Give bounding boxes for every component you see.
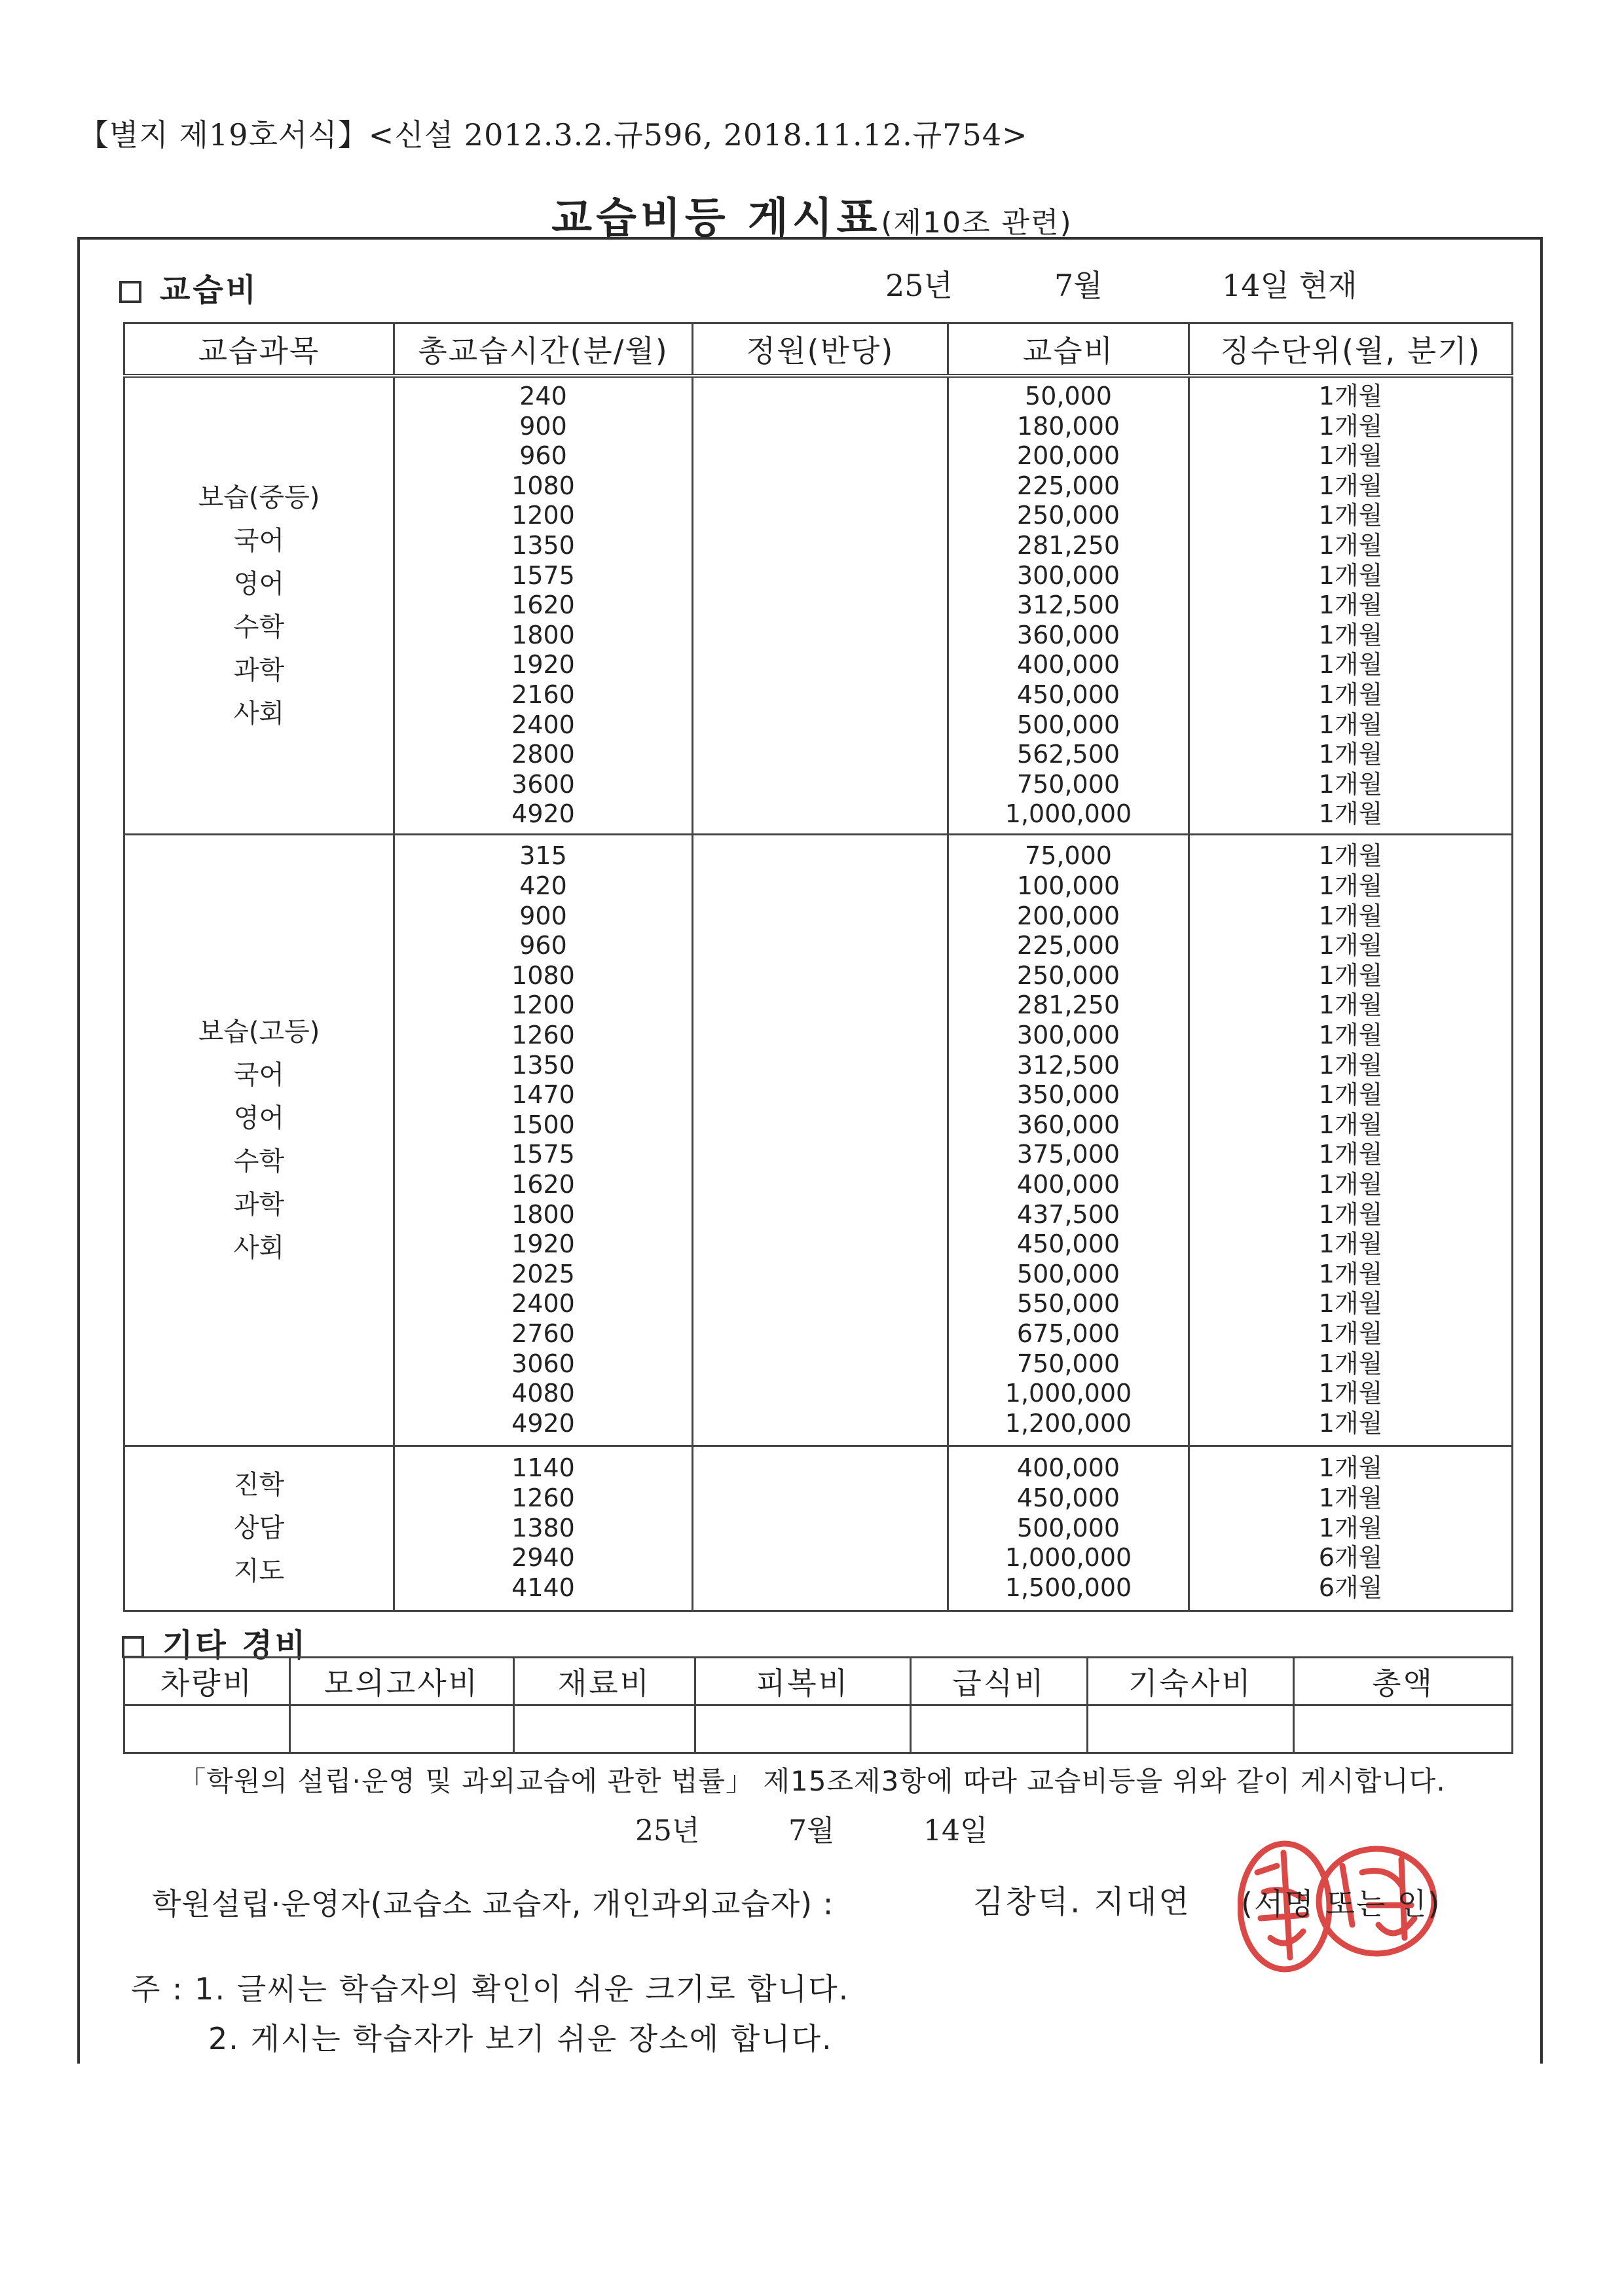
header-mock-exam-fee: 모의고사비 <box>290 1658 514 1705</box>
fee-value: 100,000 <box>1016 871 1120 901</box>
fee-value: 1,000,000 <box>1005 799 1132 829</box>
header-subject: 교습과목 <box>124 323 394 376</box>
group-units <box>1189 834 1513 1446</box>
header-vehicle-fee: 차량비 <box>124 1658 290 1705</box>
subject-name: 영어 <box>233 568 285 599</box>
fee-value: 360,000 <box>1016 1110 1120 1139</box>
hours-value: 2400 <box>511 710 575 739</box>
fee-value: 1,500,000 <box>1005 1573 1132 1602</box>
group-subjects <box>124 376 394 834</box>
hours-value: 2400 <box>511 1289 575 1319</box>
unit-value: 1개월 <box>1318 411 1383 441</box>
unit-value: 1개월 <box>1318 1080 1383 1110</box>
fee-value: 250,000 <box>1016 501 1120 530</box>
statement-date-day: 14일 <box>923 1814 988 1848</box>
hours-value: 1080 <box>511 471 575 500</box>
subject-name: 사회 <box>233 698 285 729</box>
subject-name: 수학 <box>233 1146 285 1177</box>
unit-value: 1개월 <box>1318 1484 1383 1513</box>
unit-value: 1개월 <box>1318 591 1383 620</box>
unit-value: 1개월 <box>1318 901 1383 930</box>
hours-value: 1080 <box>511 960 575 990</box>
unit-value: 1개월 <box>1318 560 1383 590</box>
fee-group-high-school <box>124 834 1513 1446</box>
current-date-day: 14일 현재 <box>1222 268 1357 303</box>
fee-value: 250,000 <box>1016 960 1120 990</box>
fee-value: 225,000 <box>1016 931 1120 960</box>
fee-value: 750,000 <box>1016 769 1120 799</box>
fee-value: 1,200,000 <box>1005 1408 1132 1438</box>
fee-value: 500,000 <box>1016 1259 1120 1288</box>
group-fees <box>948 376 1189 834</box>
fee-value: 300,000 <box>1016 560 1120 590</box>
fee-value: 200,000 <box>1016 441 1120 471</box>
hours-value: 4140 <box>511 1573 575 1602</box>
fee-value: 437,500 <box>1016 1199 1120 1229</box>
unit-value: 1개월 <box>1318 960 1383 990</box>
tuition-fee-table <box>123 322 1513 1612</box>
checkbox-square-icon <box>119 281 141 303</box>
group-fees <box>948 834 1189 1446</box>
hours-value: 2160 <box>511 680 575 709</box>
unit-value: 1개월 <box>1318 1110 1383 1139</box>
hours-value: 3600 <box>511 769 575 799</box>
subject-name: 보습(고등) <box>198 1017 320 1048</box>
hours-value: 2800 <box>511 740 575 769</box>
header-dormitory-fee: 기숙사비 <box>1088 1658 1294 1705</box>
fee-value: 312,500 <box>1016 591 1120 620</box>
other-expenses-header-row <box>124 1658 1513 1705</box>
unit-value: 1개월 <box>1318 530 1383 560</box>
group-capacity <box>693 1446 948 1611</box>
unit-value: 1개월 <box>1318 1021 1383 1050</box>
hours-value: 4920 <box>511 1408 575 1438</box>
hours-value: 1920 <box>511 1230 575 1259</box>
unit-value: 1개월 <box>1318 1349 1383 1378</box>
hours-value: 4080 <box>511 1379 575 1408</box>
hours-value: 2940 <box>511 1543 575 1573</box>
unit-value: 1개월 <box>1318 710 1383 739</box>
vehicle-fee-value <box>124 1705 290 1753</box>
header-collection-unit: 징수단위(월, 분기) <box>1189 323 1513 376</box>
hours-value: 1140 <box>511 1453 575 1483</box>
dormitory-fee-value <box>1088 1705 1294 1753</box>
subject-name: 사회 <box>233 1233 285 1264</box>
unit-value: 1개월 <box>1318 620 1383 649</box>
fee-value: 400,000 <box>1016 650 1120 680</box>
unit-value: 1개월 <box>1318 1408 1383 1438</box>
hours-value: 1470 <box>511 1080 575 1110</box>
fee-value: 550,000 <box>1016 1289 1120 1319</box>
unit-value: 1개월 <box>1318 1140 1383 1169</box>
fee-value: 750,000 <box>1016 1349 1120 1378</box>
hours-value: 1380 <box>511 1513 575 1542</box>
form-number-note: 【별지 제19호서식】<신설 2012.3.2.규596, 2018.11.12.규754> <box>79 117 1028 153</box>
fee-group-middle-school <box>124 376 1513 834</box>
legal-statement: 「학원의 설립·운영 및 과외교습에 관한 법률」 제15조제3항에 따라 교습비등을 위와 같이 게시합니다. <box>178 1765 1446 1797</box>
hours-value: 1800 <box>511 1199 575 1229</box>
fee-value: 450,000 <box>1016 680 1120 709</box>
unit-value: 1개월 <box>1318 799 1383 829</box>
hours-value: 960 <box>519 441 567 471</box>
operator-names: 김창덕. 지대연 <box>973 1884 1191 1920</box>
unit-value: 1개월 <box>1318 841 1383 871</box>
fee-value: 675,000 <box>1016 1319 1120 1348</box>
hours-value: 2760 <box>511 1319 575 1348</box>
group-hours <box>394 1446 693 1611</box>
fee-table-header-row <box>124 323 1513 376</box>
subject-name: 과학 <box>233 1190 285 1220</box>
unit-value: 6개월 <box>1318 1543 1383 1573</box>
subject-name: 국어 <box>233 1060 285 1091</box>
group-capacity <box>693 834 948 1446</box>
fee-value: 360,000 <box>1016 620 1120 649</box>
hours-value: 1920 <box>511 650 575 680</box>
material-fee-value <box>514 1705 695 1753</box>
fee-value: 225,000 <box>1016 471 1120 500</box>
group-hours <box>394 834 693 1446</box>
header-material-fee: 재료비 <box>514 1658 695 1705</box>
subject-name: 영어 <box>233 1103 285 1134</box>
fee-value: 300,000 <box>1016 1021 1120 1050</box>
unit-value: 1개월 <box>1318 1289 1383 1319</box>
group-subjects <box>124 1446 394 1611</box>
header-meal-fee: 급식비 <box>911 1658 1088 1705</box>
signature-label: (서명 또는 인) <box>1241 1886 1441 1922</box>
hours-value: 1800 <box>511 620 575 649</box>
fee-value: 400,000 <box>1016 1170 1120 1199</box>
unit-value: 1개월 <box>1318 1199 1383 1229</box>
subject-name: 과학 <box>233 655 285 685</box>
operator-label: 학원설립·운영자(교습소 교습자, 개인과외교습자) : <box>152 1886 834 1922</box>
subject-name: 지도 <box>233 1556 285 1587</box>
unit-value: 1개월 <box>1318 769 1383 799</box>
hours-value: 315 <box>519 841 567 871</box>
group-hours <box>394 376 693 834</box>
document-title <box>0 185 1624 245</box>
hours-value: 2025 <box>511 1259 575 1288</box>
hours-value: 1575 <box>511 1140 575 1169</box>
hours-value: 420 <box>519 871 567 901</box>
hours-value: 1350 <box>511 1050 575 1080</box>
fee-value: 562,500 <box>1016 740 1120 769</box>
fee-value: 500,000 <box>1016 1513 1120 1542</box>
fee-value: 450,000 <box>1016 1230 1120 1259</box>
header-capacity: 정원(반당) <box>693 323 948 376</box>
group-fees <box>948 1446 1189 1611</box>
header-fee: 교습비 <box>948 323 1189 376</box>
unit-value: 1개월 <box>1318 931 1383 960</box>
subject-name: 상담 <box>233 1513 285 1544</box>
fee-value: 200,000 <box>1016 901 1120 930</box>
subject-name: 국어 <box>233 525 285 556</box>
subject-name: 보습(중등) <box>198 482 320 513</box>
other-expenses-table <box>123 1656 1513 1754</box>
hours-value: 1575 <box>511 560 575 590</box>
fee-value: 1,000,000 <box>1005 1543 1132 1573</box>
fee-value: 312,500 <box>1016 1050 1120 1080</box>
hours-value: 3060 <box>511 1349 575 1378</box>
unit-value: 1개월 <box>1318 1259 1383 1288</box>
group-units <box>1189 376 1513 834</box>
unit-value: 1개월 <box>1318 501 1383 530</box>
group-capacity <box>693 376 948 834</box>
current-date-month: 7월 <box>1054 268 1103 303</box>
mock-exam-fee-value <box>290 1705 514 1753</box>
unit-value: 1개월 <box>1318 1170 1383 1199</box>
unit-value: 6개월 <box>1318 1573 1383 1602</box>
fee-value: 500,000 <box>1016 710 1120 739</box>
group-units <box>1189 1446 1513 1611</box>
hours-value: 1620 <box>511 591 575 620</box>
group-subjects <box>124 834 394 1446</box>
subject-name: 진학 <box>233 1470 285 1501</box>
tuition-section-heading <box>119 264 259 310</box>
unit-value: 1개월 <box>1318 1319 1383 1348</box>
unit-value: 1개월 <box>1318 1050 1383 1080</box>
current-date-year: 25년 <box>885 268 953 303</box>
unit-value: 1개월 <box>1318 871 1383 901</box>
hours-value: 900 <box>519 901 567 930</box>
unit-value: 1개월 <box>1318 680 1383 709</box>
hours-value: 1200 <box>511 991 575 1020</box>
fee-value: 375,000 <box>1016 1140 1120 1169</box>
total-value <box>1294 1705 1513 1753</box>
unit-value: 1개월 <box>1318 382 1383 410</box>
fee-value: 75,000 <box>1025 841 1112 871</box>
hours-value: 1260 <box>511 1021 575 1050</box>
hours-value: 960 <box>519 931 567 960</box>
unit-value: 1개월 <box>1318 740 1383 769</box>
checkbox-square-icon <box>122 1636 144 1658</box>
unit-value: 1개월 <box>1318 1453 1383 1483</box>
fee-value: 400,000 <box>1016 1453 1120 1483</box>
header-total: 총액 <box>1294 1658 1513 1705</box>
unit-value: 1개월 <box>1318 1379 1383 1408</box>
header-uniform-fee: 피복비 <box>695 1658 911 1705</box>
other-expenses-value-row <box>124 1705 1513 1753</box>
hours-value: 1260 <box>511 1484 575 1513</box>
note-line-2: 2. 게시는 학습자가 보기 쉬운 장소에 합니다. <box>208 2021 833 2056</box>
unit-value: 1개월 <box>1318 1513 1383 1542</box>
meal-fee-value <box>911 1705 1088 1753</box>
unit-value: 1개월 <box>1318 441 1383 471</box>
other-heading-text: 기타 경비 <box>162 1627 308 1664</box>
hours-value: 1350 <box>511 530 575 560</box>
hours-value: 1620 <box>511 1170 575 1199</box>
title-sub: (제10조 관련) <box>881 206 1073 240</box>
statement-date-year: 25년 <box>635 1814 700 1848</box>
hours-value: 4920 <box>511 799 575 829</box>
unit-value: 1개월 <box>1318 1230 1383 1259</box>
fee-value: 180,000 <box>1016 411 1120 441</box>
hours-value: 1500 <box>511 1110 575 1139</box>
fee-value: 281,250 <box>1016 530 1120 560</box>
unit-value: 1개월 <box>1318 471 1383 500</box>
unit-value: 1개월 <box>1318 991 1383 1020</box>
fee-value: 50,000 <box>1025 382 1112 410</box>
header-total-hours: 총교습시간(분/월) <box>394 323 693 376</box>
fee-value: 281,250 <box>1016 991 1120 1020</box>
fee-value: 350,000 <box>1016 1080 1120 1110</box>
tuition-heading-text: 교습비 <box>160 272 259 308</box>
hours-value: 240 <box>519 382 567 410</box>
fee-group-admission-counseling <box>124 1446 1513 1611</box>
uniform-fee-value <box>695 1705 911 1753</box>
statement-date-month: 7월 <box>788 1814 835 1848</box>
fee-value: 450,000 <box>1016 1484 1120 1513</box>
hours-value: 1200 <box>511 501 575 530</box>
fee-value: 1,000,000 <box>1005 1379 1132 1408</box>
note-line-1: 주 : 1. 글씨는 학습자의 확인이 쉬운 크기로 합니다. <box>131 1971 850 2007</box>
subject-name: 수학 <box>233 611 285 642</box>
hours-value: 900 <box>519 411 567 441</box>
title-main: 교습비등 게시표 <box>551 194 881 243</box>
unit-value: 1개월 <box>1318 650 1383 680</box>
